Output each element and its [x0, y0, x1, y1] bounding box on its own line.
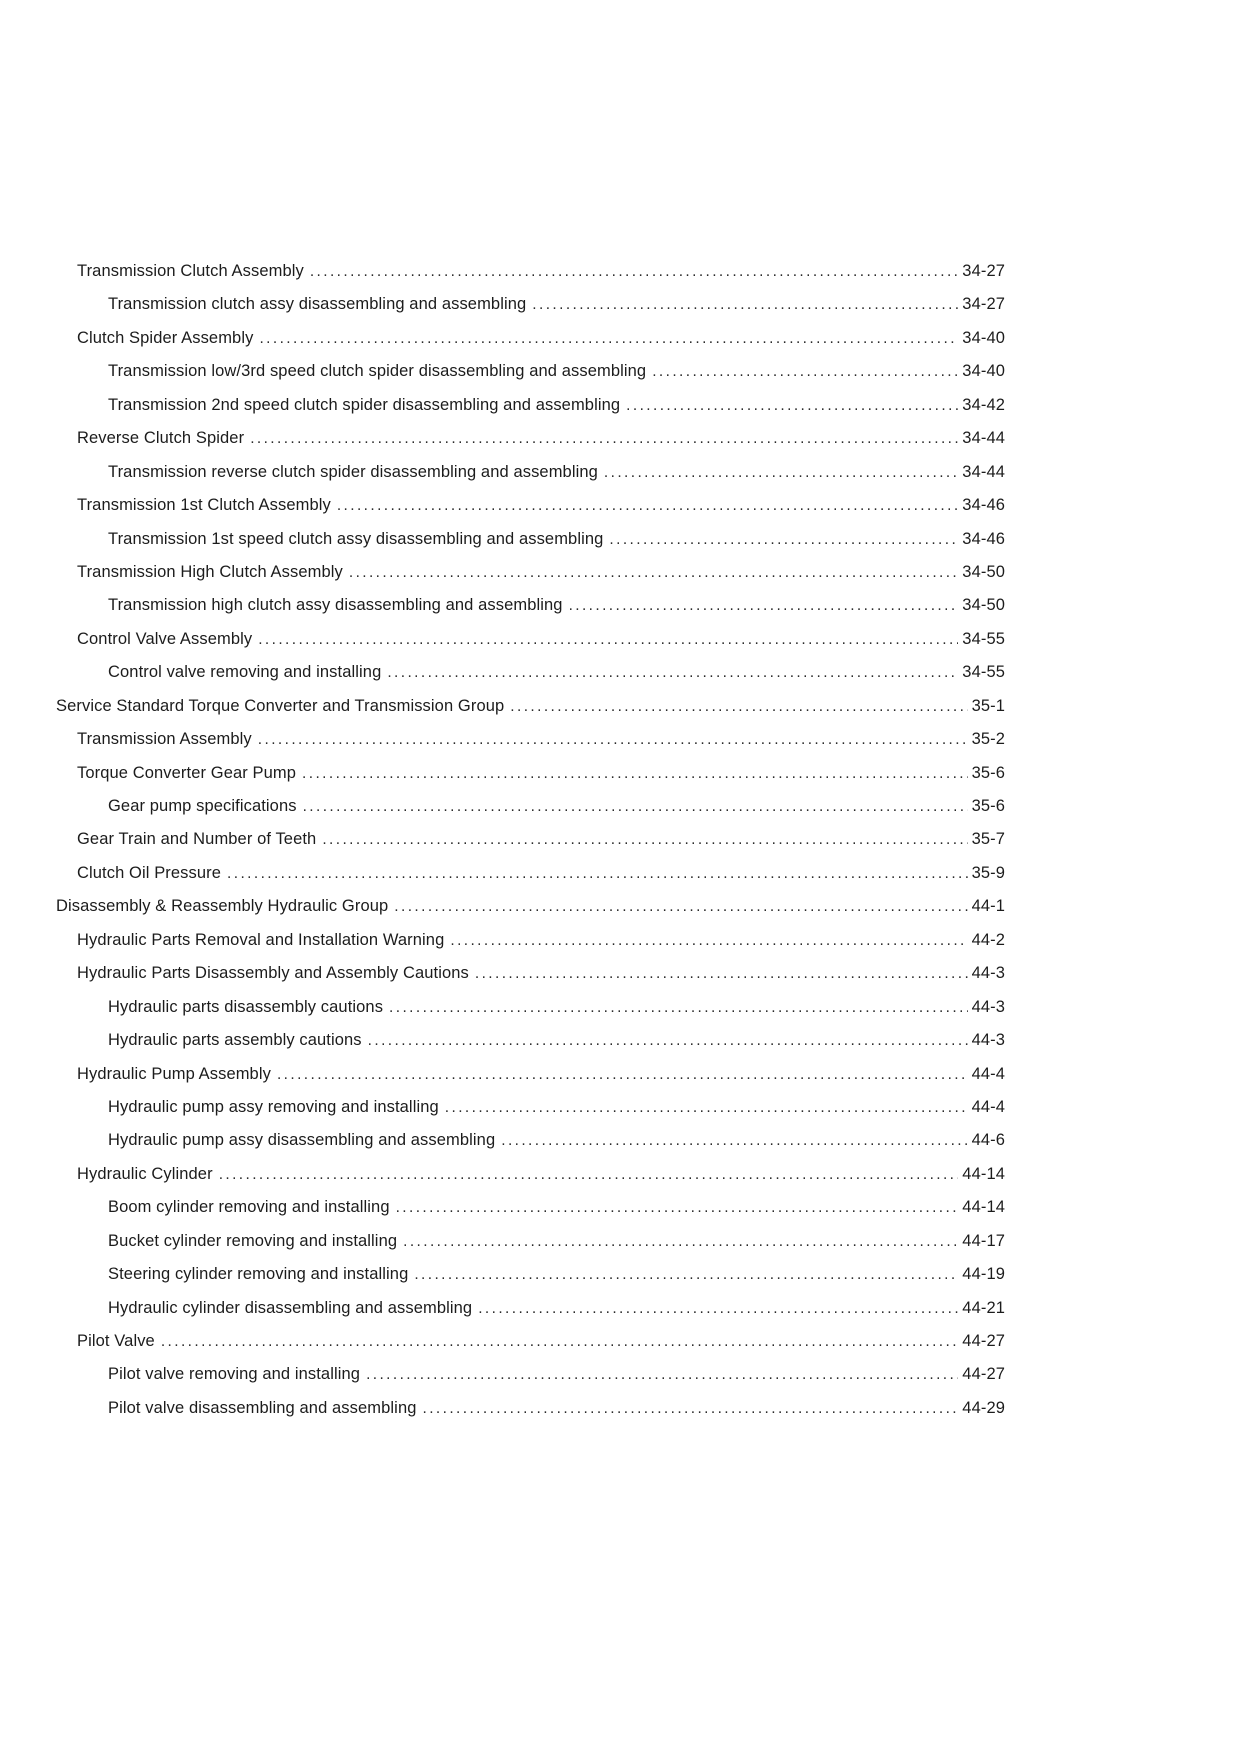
toc-entry [56, 857, 1005, 890]
toc-entry-page-number: 44-14 [962, 1198, 1005, 1217]
toc-entry [56, 1158, 1005, 1191]
toc-entry [56, 1392, 1005, 1425]
toc-entry-label: Gear Train and Number of Teeth [77, 830, 317, 849]
toc-dot-leader [604, 456, 958, 489]
toc-entry [56, 823, 1005, 856]
toc-dot-leader [396, 1191, 959, 1224]
toc-entry [56, 1225, 1005, 1258]
toc-entry-page-number: 34-27 [962, 262, 1005, 280]
toc-entry-label: Transmission 1st Clutch Assembly [77, 496, 331, 515]
toc-entry [56, 723, 1005, 756]
toc-dot-leader [423, 1392, 959, 1425]
toc-entry [56, 422, 1005, 455]
toc-dot-leader [227, 857, 968, 890]
toc-entry [56, 890, 1005, 923]
toc-entry-label: Boom cylinder removing and installing [108, 1198, 390, 1217]
toc-entry-label: Transmission low/3rd speed clutch spider disassembling and assembling [108, 362, 647, 381]
toc-dot-leader [366, 1358, 958, 1391]
toc-entry-page-number: 34-40 [962, 362, 1005, 381]
toc-entry [56, 1024, 1005, 1057]
toc-dot-leader [445, 1091, 968, 1124]
toc-entry-page-number: 44-4 [971, 1064, 1005, 1083]
toc-entry [56, 1258, 1005, 1291]
toc-entry-label: Gear pump specifications [108, 797, 297, 815]
toc-entry-page-number: 44-1 [971, 897, 1005, 916]
toc-entry-label: Transmission Assembly [77, 730, 252, 749]
toc-entry-page-number: 34-44 [962, 429, 1005, 448]
toc-dot-leader [250, 422, 958, 455]
toc-entry [56, 1292, 1005, 1325]
toc-entry [56, 1358, 1005, 1391]
toc-entry-label: Torque Converter Gear Pump [77, 763, 297, 782]
toc-entry [56, 1124, 1005, 1157]
toc-entry [56, 556, 1005, 589]
toc-entry-page-number: 35-6 [971, 763, 1005, 782]
toc-entry-label: Hydraulic Parts Removal and Installation Warning [77, 930, 445, 949]
toc-dot-leader [510, 690, 967, 723]
toc-entry-label: Pilot valve removing and installing [108, 1365, 361, 1384]
toc-entry-page-number: 44-3 [971, 964, 1005, 983]
toc-entry [56, 1325, 1005, 1358]
toc-entry-page-number: 44-29 [962, 1398, 1005, 1417]
toc-entry-page-number: 44-17 [962, 1231, 1005, 1250]
toc-entry-page-number: 34-46 [962, 496, 1005, 515]
toc-entry [56, 589, 1005, 622]
toc-entry [56, 489, 1005, 522]
toc-entry-page-number: 44-3 [971, 997, 1005, 1016]
toc-entry-label: Transmission reverse clutch spider disassembling and assembling [108, 462, 598, 481]
toc-entry-page-number: 44-14 [962, 1164, 1005, 1183]
toc-dot-leader [337, 489, 958, 522]
toc-entry-label: Transmission High Clutch Assembly [77, 562, 343, 581]
toc-entry-page-number: 44-2 [971, 930, 1005, 949]
toc-entry-label: Bucket cylinder removing and installing [108, 1231, 398, 1250]
toc-entry-page-number: 44-27 [962, 1365, 1005, 1384]
toc-entry-label: Hydraulic pump assy removing and installing [108, 1097, 439, 1116]
toc-entry-page-number: 35-1 [971, 696, 1005, 715]
toc-entry-label: Transmission clutch assy disassembling and assembling [108, 295, 527, 314]
toc-entry-label: Hydraulic Cylinder [77, 1164, 213, 1183]
toc-entry [56, 656, 1005, 689]
toc-dot-leader [478, 1292, 958, 1325]
toc-dot-leader [569, 589, 959, 622]
toc-dot-leader [322, 823, 967, 856]
toc-entry [56, 1191, 1005, 1224]
toc-entry-label: Control Valve Assembly [77, 629, 253, 648]
toc-entry [56, 322, 1005, 355]
toc-entry-label: Hydraulic parts disassembly cautions [108, 997, 384, 1016]
toc-entry [56, 790, 1005, 823]
toc-entry-page-number: 44-27 [962, 1332, 1005, 1350]
toc-entry [56, 690, 1005, 723]
toc-dot-leader [310, 255, 958, 288]
toc-entry-page-number: 34-42 [962, 395, 1005, 414]
toc-dot-leader [609, 523, 958, 556]
toc-entry-label: Transmission Clutch Assembly [77, 262, 304, 280]
toc-entry-label: Steering cylinder removing and installing [108, 1265, 409, 1284]
toc-entry-page-number: 44-4 [971, 1097, 1005, 1116]
toc-dot-leader [277, 1058, 968, 1091]
toc-entry-label: Pilot valve disassembling and assembling [108, 1398, 417, 1417]
toc-entry-label: Transmission 1st speed clutch assy disassembling and assembling [108, 529, 604, 548]
toc-dot-leader [389, 991, 968, 1024]
toc-dot-leader [349, 556, 958, 589]
toc-entry [56, 389, 1005, 422]
toc-dot-leader [652, 355, 958, 388]
toc-dot-leader [532, 288, 958, 321]
toc-entry-page-number: 35-7 [971, 830, 1005, 849]
toc-entry-page-number: 44-6 [971, 1131, 1005, 1150]
toc-entry-page-number: 34-55 [962, 663, 1005, 682]
toc-entry-label: Transmission high clutch assy disassembling and assembling [108, 596, 563, 615]
toc-dot-leader [219, 1158, 959, 1191]
toc-entry-page-number: 34-46 [962, 529, 1005, 548]
toc-entry-label: Clutch Oil Pressure [77, 863, 222, 882]
toc-entry [56, 991, 1005, 1024]
toc-dot-leader [394, 890, 967, 923]
toc-entry-page-number: 44-3 [971, 1031, 1005, 1050]
toc-entry-label: Hydraulic parts assembly cautions [108, 1031, 362, 1050]
table-of-contents [56, 255, 1005, 1425]
toc-dot-leader [403, 1225, 958, 1258]
toc-entry-label: Pilot Valve [77, 1332, 155, 1350]
toc-entry-page-number: 34-44 [962, 462, 1005, 481]
toc-entry [56, 456, 1005, 489]
toc-dot-leader [259, 322, 958, 355]
toc-dot-leader [368, 1024, 968, 1057]
toc-dot-leader [626, 389, 958, 422]
toc-entry-page-number: 44-21 [962, 1298, 1005, 1317]
toc-entry [56, 1091, 1005, 1124]
toc-dot-leader [258, 623, 958, 656]
toc-entry [56, 957, 1005, 990]
toc-dot-leader [450, 924, 967, 957]
toc-entry-page-number: 34-40 [962, 328, 1005, 347]
toc-entry-page-number: 34-55 [962, 629, 1005, 648]
toc-dot-leader [161, 1325, 958, 1358]
toc-entry [56, 757, 1005, 790]
toc-dot-leader [475, 957, 968, 990]
toc-entry-label: Reverse Clutch Spider [77, 429, 245, 448]
toc-entry-page-number: 35-6 [971, 797, 1005, 815]
toc-entry-label: Hydraulic cylinder disassembling and assembling [108, 1298, 473, 1317]
toc-entry-page-number: 34-50 [962, 596, 1005, 615]
toc-entry-page-number: 34-27 [962, 295, 1005, 314]
toc-dot-leader [303, 790, 968, 823]
toc-dot-leader [414, 1258, 958, 1291]
toc-entry-page-number: 35-2 [971, 730, 1005, 749]
toc-entry [56, 1058, 1005, 1091]
toc-entry [56, 355, 1005, 388]
toc-dot-leader [258, 723, 968, 756]
toc-dot-leader [387, 656, 958, 689]
toc-entry-page-number: 34-50 [962, 562, 1005, 581]
toc-entry-label: Hydraulic Parts Disassembly and Assembly Cautions [77, 964, 469, 983]
toc-entry-label: Disassembly & Reassembly Hydraulic Group [56, 897, 389, 916]
toc-entry-label: Control valve removing and installing [108, 663, 382, 682]
toc-entry [56, 523, 1005, 556]
toc-entry-page-number: 35-9 [971, 863, 1005, 882]
toc-entry [56, 623, 1005, 656]
toc-dot-leader [302, 757, 968, 790]
toc-entry-label: Clutch Spider Assembly [77, 328, 254, 347]
toc-entry-label: Service Standard Torque Converter and Transmission Group [56, 696, 505, 715]
toc-entry [56, 924, 1005, 957]
toc-entry-label: Transmission 2nd speed clutch spider disassembling and assembling [108, 395, 621, 414]
toc-entry-label: Hydraulic Pump Assembly [77, 1064, 271, 1083]
toc-entry [56, 288, 1005, 321]
toc-entry [56, 255, 1005, 288]
toc-entry-label: Hydraulic pump assy disassembling and assembling [108, 1131, 496, 1150]
toc-dot-leader [501, 1124, 967, 1157]
toc-entry-page-number: 44-19 [962, 1265, 1005, 1284]
